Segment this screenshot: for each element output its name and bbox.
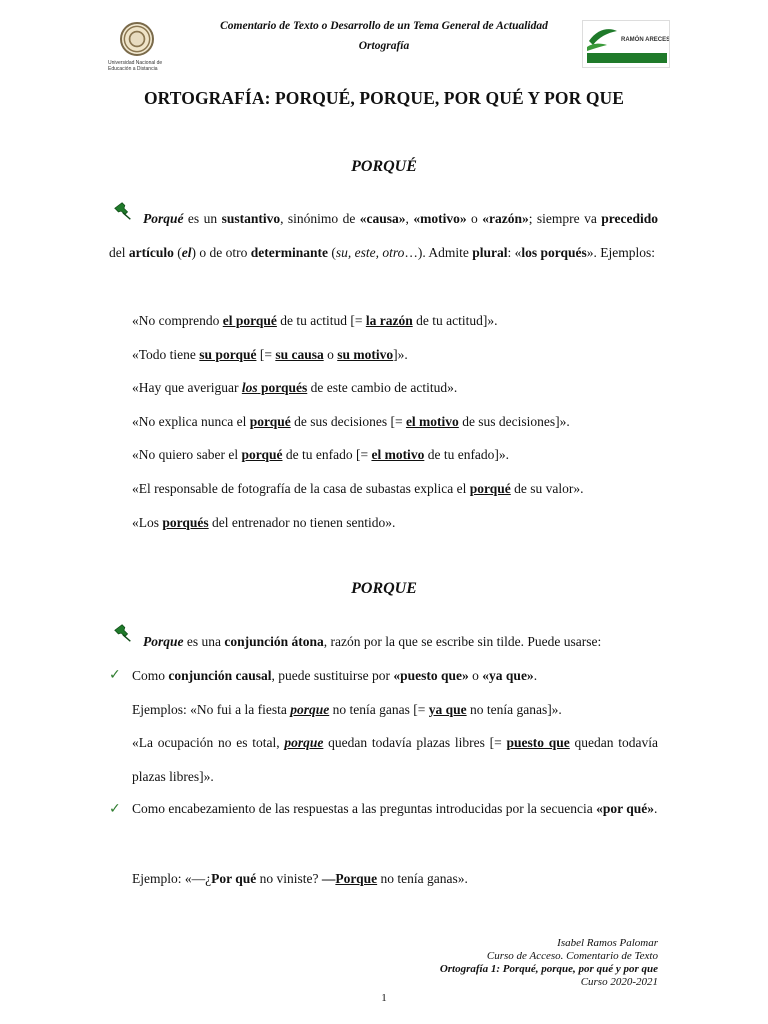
page-number: 1 — [381, 992, 387, 1004]
header-subtitle: Ortografía — [358, 40, 410, 52]
porque-tilde-example: «Los porqués del entrenador no tienen sentido». — [132, 514, 396, 530]
footer-course: Curso de Acceso. Comentario de Texto — [486, 950, 658, 962]
footer-year: Curso 2020-2021 — [580, 976, 658, 988]
checkmark-icon: ✓ — [109, 667, 121, 683]
green-pushpin-icon — [112, 622, 134, 644]
section-heading-porque-tilde: PORQUÉ — [351, 158, 417, 175]
section-heading-porque: PORQUE — [351, 580, 417, 597]
porque-tilde-example: «Todo tiene su porqué [= su causa o su motivo]». — [132, 346, 408, 362]
porque-tilde-intro: Porqué es un sustantivo, sinónimo de «causa», «motivo» o «razón»; siempre va precedido del artículo (el) o de otro determinante (su, este, otro…). Admite plural: «los porqués». Ejemplos: — [109, 211, 659, 260]
uned-seal-icon — [120, 22, 154, 56]
bullet-encabezamiento-example: Ejemplo: «—¿Por qué no viniste? —Porque no tenía ganas». — [132, 871, 468, 886]
porque-tilde-example: «No comprendo el porqué de tu actitud [= la razón de tu actitud]». — [132, 313, 498, 328]
checkmark-icon: ✓ — [109, 801, 121, 817]
porque-tilde-example: «Hay que averiguar los porqués de este cambio de actitud». — [132, 380, 458, 396]
porque-tilde-example: «El responsable de fotografía de la casa de subastas explica el porqué de su valor». — [132, 481, 584, 496]
porque-tilde-example: «No quiero saber el porqué de tu enfado [= el motivo de tu enfado]». — [132, 447, 510, 463]
porque-tilde-example: «No explica nunca el porqué de sus decisiones [= el motivo de sus decisiones]». — [132, 413, 570, 429]
footer-doc-title: Ortografía 1: Porqué, porque, por qué y por que — [439, 963, 658, 975]
bullet-causal-example-2: «La ocupación no es total, porque quedan todavía plazas libres [= puesto que quedan todavía plazas libres]». — [132, 735, 658, 784]
ramon-areces-logo — [582, 20, 670, 68]
footer-block — [440, 937, 658, 989]
porque-intro: Porque es una conjunción átona, razón por la que se escribe sin tilde. Puede usarse: — [143, 634, 602, 649]
uned-logo — [108, 22, 166, 72]
bullet-causal-example-1: Ejemplos: «No fui a la fiesta porque no tenía ganas [= ya que no tenía ganas]». — [132, 702, 562, 717]
uned-logo-text: Universidad Nacional de Educación a Distancia — [108, 60, 163, 72]
header-title: Comentario de Texto o Desarrollo de un Tema General de Actualidad — [220, 20, 548, 32]
footer-author: Isabel Ramos Palomar — [557, 937, 658, 949]
bullet-causal: Como conjunción causal, puede sustituirse por «puesto que» o «ya que». — [132, 668, 538, 683]
ramon-areces-logo-icon — [583, 21, 669, 67]
bullet-encabezamiento: Como encabezamiento de las respuestas a las preguntas introducidas por la secuencia «por qué». — [132, 801, 658, 816]
ramon-areces-text: RAMÓN ARECES — [621, 37, 669, 43]
page-title: ORTOGRAFÍA: PORQUÉ, PORQUE, POR QUÉ Y POR QUE — [143, 88, 625, 108]
